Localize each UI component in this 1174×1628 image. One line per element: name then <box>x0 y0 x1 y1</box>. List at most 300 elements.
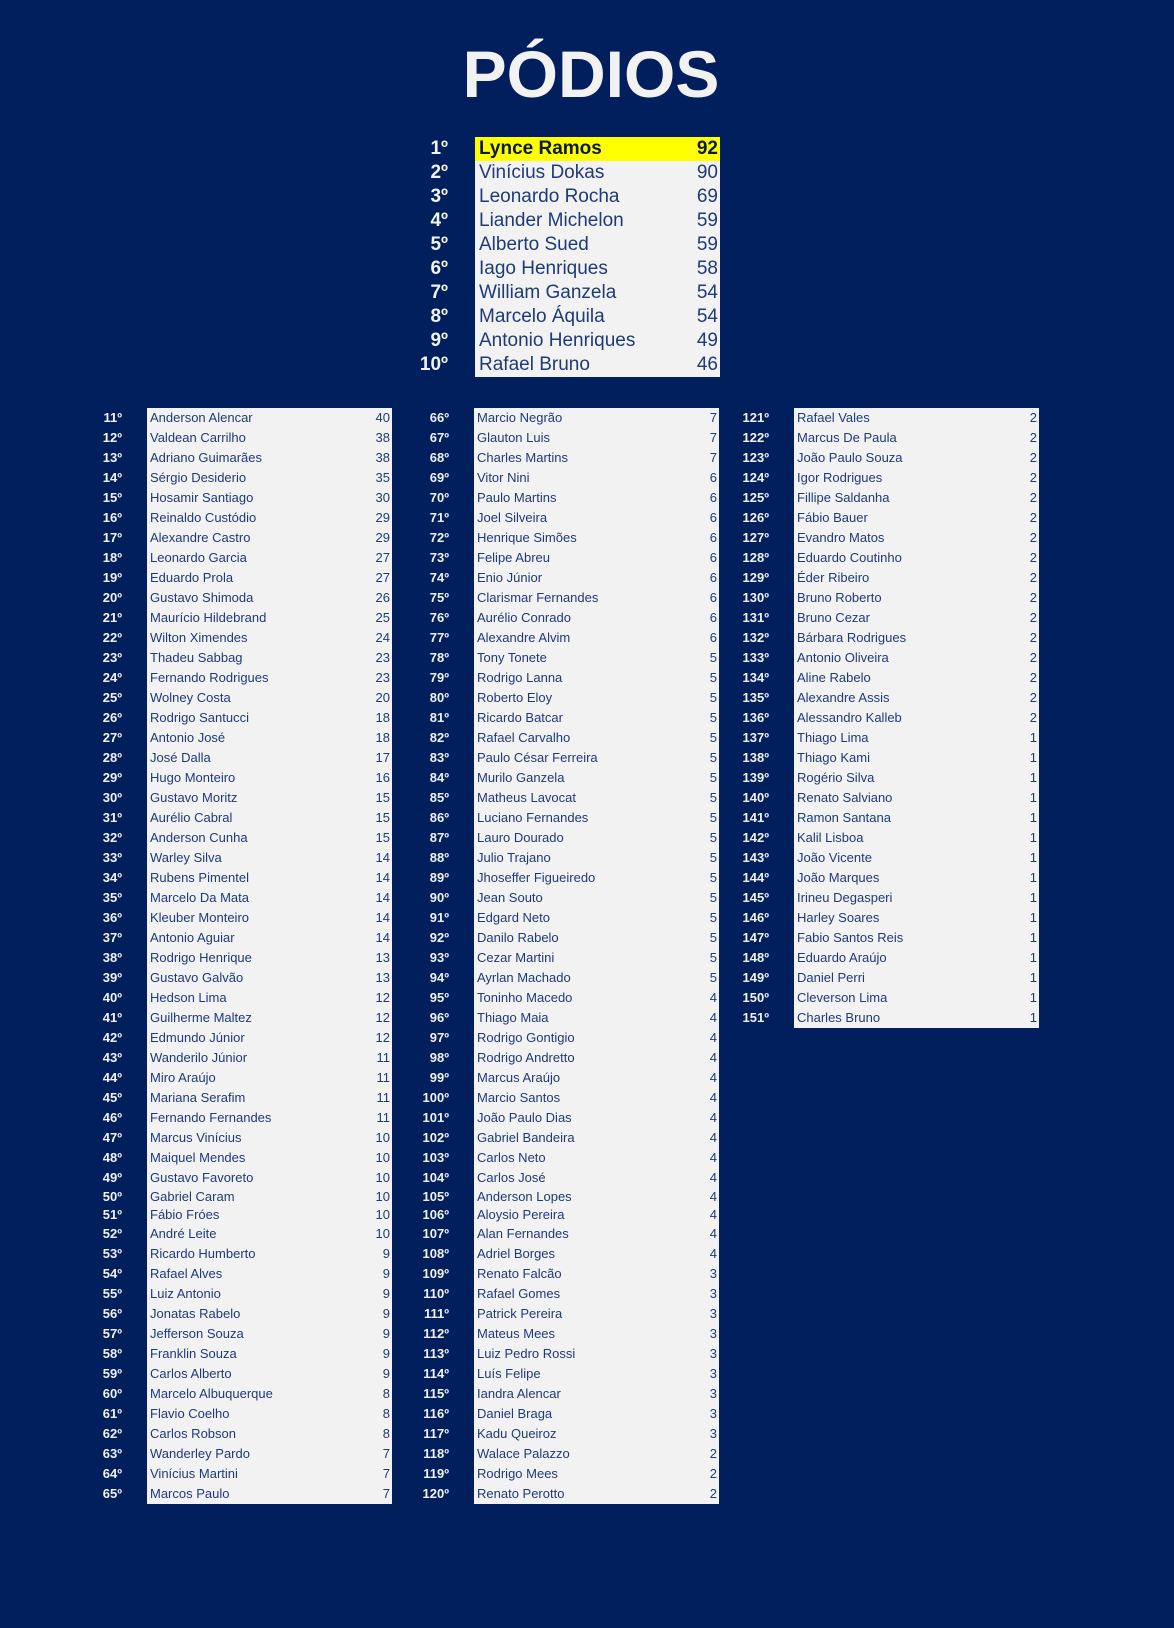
player-points: 2 <box>1029 630 1037 645</box>
entry-box <box>794 528 1039 548</box>
rank-label: 21º <box>102 610 122 625</box>
player-name: Matheus Lavocat <box>477 790 577 805</box>
player-name: Edmundo Júnior <box>150 1030 245 1045</box>
rank-label: 60º <box>102 1385 122 1401</box>
rank-label: 84º <box>429 770 449 785</box>
player-name: Rafael Bruno <box>479 354 590 375</box>
entry-box <box>147 1364 392 1384</box>
entry-box <box>474 828 719 848</box>
entry-box <box>474 1464 719 1484</box>
player-points: 25 <box>375 610 390 625</box>
player-points: 3 <box>709 1385 717 1401</box>
entry-box <box>147 1188 392 1206</box>
entry-box <box>147 508 392 528</box>
entry-box <box>794 648 1039 668</box>
player-points: 7 <box>709 430 717 445</box>
player-points: 11 <box>376 1090 390 1105</box>
player-name: Patrick Pereira <box>477 1305 563 1321</box>
rank-label: 91º <box>429 910 449 925</box>
player-points: 2 <box>1029 510 1037 525</box>
player-name: Paulo Martins <box>477 490 557 505</box>
player-points: 10 <box>375 1206 390 1222</box>
rank-label: 29º <box>102 770 122 785</box>
player-name: Aurélio Cabral <box>150 810 233 825</box>
rank-label: 30º <box>102 790 122 805</box>
player-name: Gustavo Galvão <box>150 970 244 985</box>
player-points: 2 <box>1029 570 1037 585</box>
entry-box <box>794 968 1039 988</box>
player-name: Harley Soares <box>797 910 880 925</box>
rank-label: 126º <box>742 510 769 525</box>
entry-box <box>147 668 392 688</box>
player-points: 5 <box>709 910 717 925</box>
entry-box <box>474 928 719 948</box>
player-name: Alexandre Castro <box>150 530 251 545</box>
rank-label: 80º <box>429 690 449 705</box>
player-points: 12 <box>375 990 390 1005</box>
rank-label: 90º <box>429 890 449 905</box>
rank-label: 36º <box>102 910 122 925</box>
player-points: 26 <box>375 590 390 605</box>
player-name: Fábio Bauer <box>797 510 868 525</box>
rank-label: 10º <box>419 354 448 375</box>
rank-label: 12º <box>102 430 122 445</box>
player-points: 10 <box>375 1189 390 1204</box>
entry-box <box>475 329 720 353</box>
player-name: Marcus De Paula <box>797 430 897 445</box>
player-name: Sérgio Desiderio <box>150 470 247 485</box>
player-points: 11 <box>376 1110 390 1125</box>
player-points: 46 <box>696 354 718 375</box>
player-points: 5 <box>709 650 717 665</box>
rank-label: 33º <box>102 850 122 865</box>
player-points: 8 <box>382 1425 390 1441</box>
rank-label: 145º <box>742 890 769 905</box>
entry-box <box>474 908 719 928</box>
entry-box <box>147 1384 392 1404</box>
entry-box <box>474 1344 719 1364</box>
rank-label: 47º <box>102 1130 122 1145</box>
player-points: 59 <box>696 210 718 231</box>
entry-box <box>474 748 719 768</box>
player-name: Renato Falcão <box>477 1265 562 1281</box>
entry-box <box>147 1088 392 1108</box>
player-name: Eduardo Araújo <box>797 950 887 965</box>
player-name: Maiquel Mendes <box>150 1150 246 1165</box>
rank-label: 81º <box>429 710 449 725</box>
player-points: 12 <box>375 1010 390 1025</box>
rank-label: 121º <box>742 410 769 425</box>
player-name: Rodrigo Andretto <box>477 1050 575 1065</box>
player-name: Adriano Guimarães <box>150 450 262 465</box>
entry-box <box>794 1008 1039 1028</box>
entry-box <box>475 209 720 233</box>
player-points: 18 <box>375 710 390 725</box>
rank-label: 119º <box>423 1465 449 1481</box>
entry-box <box>474 868 719 888</box>
player-name: Thiago Kami <box>797 750 870 765</box>
rank-label: 140º <box>742 790 769 805</box>
player-points: 5 <box>709 830 717 845</box>
rank-label: 45º <box>102 1090 122 1105</box>
rank-label: 58º <box>102 1345 122 1361</box>
entry-box <box>474 648 719 668</box>
rank-label: 73º <box>429 550 449 565</box>
player-name: Hugo Monteiro <box>150 770 236 785</box>
player-points: 14 <box>375 910 390 925</box>
player-name: Antonio José <box>150 730 226 745</box>
player-name: Daniel Perri <box>797 970 865 985</box>
player-points: 20 <box>375 690 390 705</box>
player-points: 5 <box>709 890 717 905</box>
player-points: 6 <box>709 470 717 485</box>
entry-box <box>147 1424 392 1444</box>
player-points: 7 <box>709 410 717 425</box>
player-points: 6 <box>709 490 717 505</box>
rank-label: 7º <box>430 282 448 303</box>
rank-label: 88º <box>429 850 449 865</box>
player-name: Hedson Lima <box>150 990 227 1005</box>
entry-box <box>147 1224 392 1244</box>
entry-box <box>794 948 1039 968</box>
player-points: 9 <box>382 1245 390 1261</box>
player-points: 6 <box>709 610 717 625</box>
player-points: 9 <box>382 1325 390 1341</box>
player-name: Iago Henriques <box>479 258 608 279</box>
entry-box <box>147 548 392 568</box>
entry-box <box>794 688 1039 708</box>
entry-box <box>147 1264 392 1284</box>
entry-box <box>794 508 1039 528</box>
entry-box <box>147 748 392 768</box>
player-points: 27 <box>375 570 390 585</box>
player-points: 5 <box>709 770 717 785</box>
rank-label: 96º <box>429 1010 449 1025</box>
player-name: Julio Trajano <box>477 850 551 865</box>
player-name: Clarismar Fernandes <box>477 590 599 605</box>
rank-label: 123º <box>742 450 769 465</box>
player-name: Flavio Coelho <box>150 1405 230 1421</box>
player-name: João Marques <box>797 870 880 885</box>
entry-box <box>474 668 719 688</box>
player-points: 3 <box>709 1285 717 1301</box>
rank-label: 56º <box>102 1305 122 1321</box>
rank-label: 28º <box>102 750 122 765</box>
player-points: 16 <box>375 770 390 785</box>
rank-label: 54º <box>102 1265 122 1281</box>
rank-label: 102º <box>422 1130 449 1145</box>
entry-box <box>794 468 1039 488</box>
player-name: Rogério Silva <box>797 770 875 785</box>
player-name: Vinícius Dokas <box>479 162 605 183</box>
player-points: 1 <box>1029 850 1037 865</box>
player-name: Carlos José <box>477 1170 546 1185</box>
entry-box <box>147 888 392 908</box>
entry-box <box>474 488 719 508</box>
rank-label: 141º <box>742 810 769 825</box>
player-points: 2 <box>1029 670 1037 685</box>
rank-label: 134º <box>742 670 769 685</box>
player-name: Iandra Alencar <box>477 1385 561 1401</box>
player-points: 17 <box>375 750 390 765</box>
player-points: 1 <box>1029 910 1037 925</box>
player-name: Marcio Negrão <box>477 410 563 425</box>
rank-label: 130º <box>742 590 769 605</box>
player-points: 8 <box>382 1385 390 1401</box>
player-points: 6 <box>709 510 717 525</box>
player-points: 4 <box>709 1090 717 1105</box>
player-name: Warley Silva <box>150 850 222 865</box>
player-points: 14 <box>375 890 390 905</box>
entry-box <box>475 137 720 161</box>
entry-box <box>147 1304 392 1324</box>
entry-box <box>794 768 1039 788</box>
player-points: 23 <box>375 670 390 685</box>
rank-label: 43º <box>102 1050 122 1065</box>
entry-box <box>147 1008 392 1028</box>
rank-label: 147º <box>742 930 769 945</box>
player-name: Hosamir Santiago <box>150 490 254 505</box>
rank-label: 49º <box>102 1170 122 1185</box>
entry-box <box>794 628 1039 648</box>
entry-box <box>475 353 720 377</box>
player-name: Thiago Maia <box>477 1010 549 1025</box>
player-points: 4 <box>709 1225 717 1241</box>
entry-box <box>474 1244 719 1264</box>
entry-box <box>474 708 719 728</box>
entry-box <box>474 428 719 448</box>
player-points: 9 <box>382 1305 390 1321</box>
entry-box <box>147 688 392 708</box>
player-points: 1 <box>1029 990 1037 1005</box>
rank-label: 78º <box>429 650 449 665</box>
rank-label: 111º <box>423 1305 449 1321</box>
player-points: 3 <box>709 1425 717 1441</box>
entry-box <box>475 161 720 185</box>
player-name: Marcos Paulo <box>150 1485 230 1501</box>
entry-box <box>147 848 392 868</box>
player-name: Carlos Neto <box>477 1150 546 1165</box>
player-name: Rodrigo Santucci <box>150 710 249 725</box>
player-name: Gustavo Favoreto <box>150 1170 254 1185</box>
rank-label: 35º <box>102 890 122 905</box>
entry-box <box>474 988 719 1008</box>
player-name: Leonardo Rocha <box>479 186 620 207</box>
rank-label: 138º <box>742 750 769 765</box>
player-name: Gustavo Shimoda <box>150 590 254 605</box>
rank-label: 114º <box>423 1365 449 1381</box>
rank-label: 18º <box>102 550 122 565</box>
rank-label: 131º <box>742 610 769 625</box>
player-name: Luciano Fernandes <box>477 810 589 825</box>
rank-label: 107º <box>422 1225 449 1241</box>
player-name: Charles Martins <box>477 450 569 465</box>
entry-box <box>794 908 1039 928</box>
entry-box <box>474 1284 719 1304</box>
player-points: 1 <box>1029 750 1037 765</box>
player-points: 12 <box>375 1030 390 1045</box>
entry-box <box>147 1048 392 1068</box>
rank-label: 87º <box>429 830 449 845</box>
player-points: 5 <box>709 710 717 725</box>
player-points: 5 <box>709 970 717 985</box>
player-points: 10 <box>375 1225 390 1241</box>
player-name: Marcus Araújo <box>477 1070 561 1085</box>
entry-box <box>147 468 392 488</box>
player-points: 1 <box>1029 870 1037 885</box>
rank-label: 109º <box>422 1265 449 1281</box>
player-name: Antonio Henriques <box>479 330 636 351</box>
player-name: Marcio Santos <box>477 1090 561 1105</box>
rank-label: 4º <box>430 210 448 231</box>
rank-label: 151º <box>742 1010 769 1025</box>
entry-box <box>794 868 1039 888</box>
player-points: 54 <box>696 306 718 327</box>
rank-label: 32º <box>102 830 122 845</box>
player-points: 23 <box>375 650 390 665</box>
player-points: 1 <box>1029 1010 1037 1025</box>
player-points: 7 <box>382 1485 390 1501</box>
rank-label: 63º <box>102 1445 122 1461</box>
entry-box <box>147 928 392 948</box>
player-name: Aloysio Pereira <box>477 1206 565 1222</box>
entry-box <box>474 728 719 748</box>
player-points: 2 <box>1029 470 1037 485</box>
player-points: 35 <box>375 470 390 485</box>
rank-label: 40º <box>102 990 122 1005</box>
entry-box <box>474 1088 719 1108</box>
player-points: 5 <box>709 670 717 685</box>
entry-box <box>474 1008 719 1028</box>
player-name: Glauton Luis <box>477 430 550 445</box>
entry-box <box>147 1444 392 1464</box>
player-points: 4 <box>709 1130 717 1145</box>
rank-label: 13º <box>102 450 122 465</box>
entry-box <box>147 448 392 468</box>
player-points: 2 <box>1029 490 1037 505</box>
player-name: Wanderilo Júnior <box>150 1050 248 1065</box>
rank-label: 9º <box>430 330 448 351</box>
entry-box <box>794 748 1039 768</box>
rank-label: 146º <box>742 910 769 925</box>
player-name: Edgard Neto <box>477 910 550 925</box>
rank-label: 144º <box>742 870 769 885</box>
entry-box <box>474 1364 719 1384</box>
rank-label: 65º <box>102 1485 122 1501</box>
entry-box <box>474 1224 719 1244</box>
player-name: Jhoseffer Figueiredo <box>477 870 596 885</box>
player-points: 5 <box>709 750 717 765</box>
entry-box <box>475 185 720 209</box>
player-points: 2 <box>1029 690 1037 705</box>
rank-label: 129º <box>742 570 769 585</box>
entry-box <box>794 828 1039 848</box>
player-name: Alessandro Kalleb <box>797 710 902 725</box>
entry-box <box>794 928 1039 948</box>
entry-box <box>474 1384 719 1404</box>
entry-box <box>474 1168 719 1188</box>
player-name: Evandro Matos <box>797 530 885 545</box>
player-name: João Paulo Souza <box>797 450 903 465</box>
player-points: 1 <box>1029 810 1037 825</box>
entry-box <box>147 1324 392 1344</box>
player-points: 8 <box>382 1405 390 1421</box>
entry-box <box>147 908 392 928</box>
player-name: Eduardo Coutinho <box>797 550 902 565</box>
player-name: Henrique Simões <box>477 530 577 545</box>
entry-box <box>474 468 719 488</box>
player-name: Walace Palazzo <box>477 1445 570 1461</box>
rank-label: 99º <box>429 1070 449 1085</box>
player-points: 24 <box>375 630 390 645</box>
rank-label: 1º <box>430 138 448 159</box>
entry-box <box>474 1324 719 1344</box>
entry-box <box>147 708 392 728</box>
player-points: 15 <box>375 810 390 825</box>
entry-box <box>147 1128 392 1148</box>
player-name: Franklin Souza <box>150 1345 237 1361</box>
player-points: 27 <box>375 550 390 565</box>
player-points: 1 <box>1029 890 1037 905</box>
rank-label: 41º <box>102 1010 122 1025</box>
player-name: Vinícius Martini <box>150 1465 238 1481</box>
entry-box <box>474 448 719 468</box>
rank-label: 15º <box>102 490 122 505</box>
player-points: 1 <box>1029 830 1037 845</box>
entry-box <box>147 1404 392 1424</box>
player-points: 69 <box>696 186 718 207</box>
player-points: 6 <box>709 570 717 585</box>
player-points: 38 <box>375 430 390 445</box>
rank-label: 143º <box>742 850 769 865</box>
player-name: Kadu Queiroz <box>477 1425 557 1441</box>
player-points: 92 <box>696 138 718 159</box>
player-points: 11 <box>376 1070 390 1085</box>
player-name: Alan Fernandes <box>477 1225 569 1241</box>
rank-label: 2º <box>430 162 448 183</box>
rank-label: 5º <box>430 234 448 255</box>
player-name: Jonatas Rabelo <box>150 1305 241 1321</box>
player-name: João Paulo Dias <box>477 1110 572 1125</box>
rank-label: 57º <box>102 1325 122 1341</box>
player-name: Thadeu Sabbag <box>150 650 243 665</box>
player-points: 4 <box>709 1070 717 1085</box>
player-points: 10 <box>375 1150 390 1165</box>
player-points: 4 <box>709 1189 717 1204</box>
rank-label: 71º <box>429 510 449 525</box>
rank-label: 52º <box>102 1225 122 1241</box>
player-points: 2 <box>1029 530 1037 545</box>
player-points: 7 <box>709 450 717 465</box>
player-name: Rafael Carvalho <box>477 730 571 745</box>
player-name: Kleuber Monteiro <box>150 910 249 925</box>
entry-box <box>474 1068 719 1088</box>
player-name: Mateus Mees <box>477 1325 556 1341</box>
player-points: 4 <box>709 1110 717 1125</box>
entry-box <box>147 1464 392 1484</box>
entry-box <box>474 888 719 908</box>
player-name: Fillipe Saldanha <box>797 490 890 505</box>
entry-box <box>147 1148 392 1168</box>
rank-label: 39º <box>102 970 122 985</box>
player-points: 15 <box>375 830 390 845</box>
player-name: Maurício Hildebrand <box>150 610 267 625</box>
player-points: 9 <box>382 1345 390 1361</box>
player-name: Aline Rabelo <box>797 670 871 685</box>
player-points: 6 <box>709 630 717 645</box>
player-name: Miro Araújo <box>150 1070 216 1085</box>
entry-box <box>474 1028 719 1048</box>
